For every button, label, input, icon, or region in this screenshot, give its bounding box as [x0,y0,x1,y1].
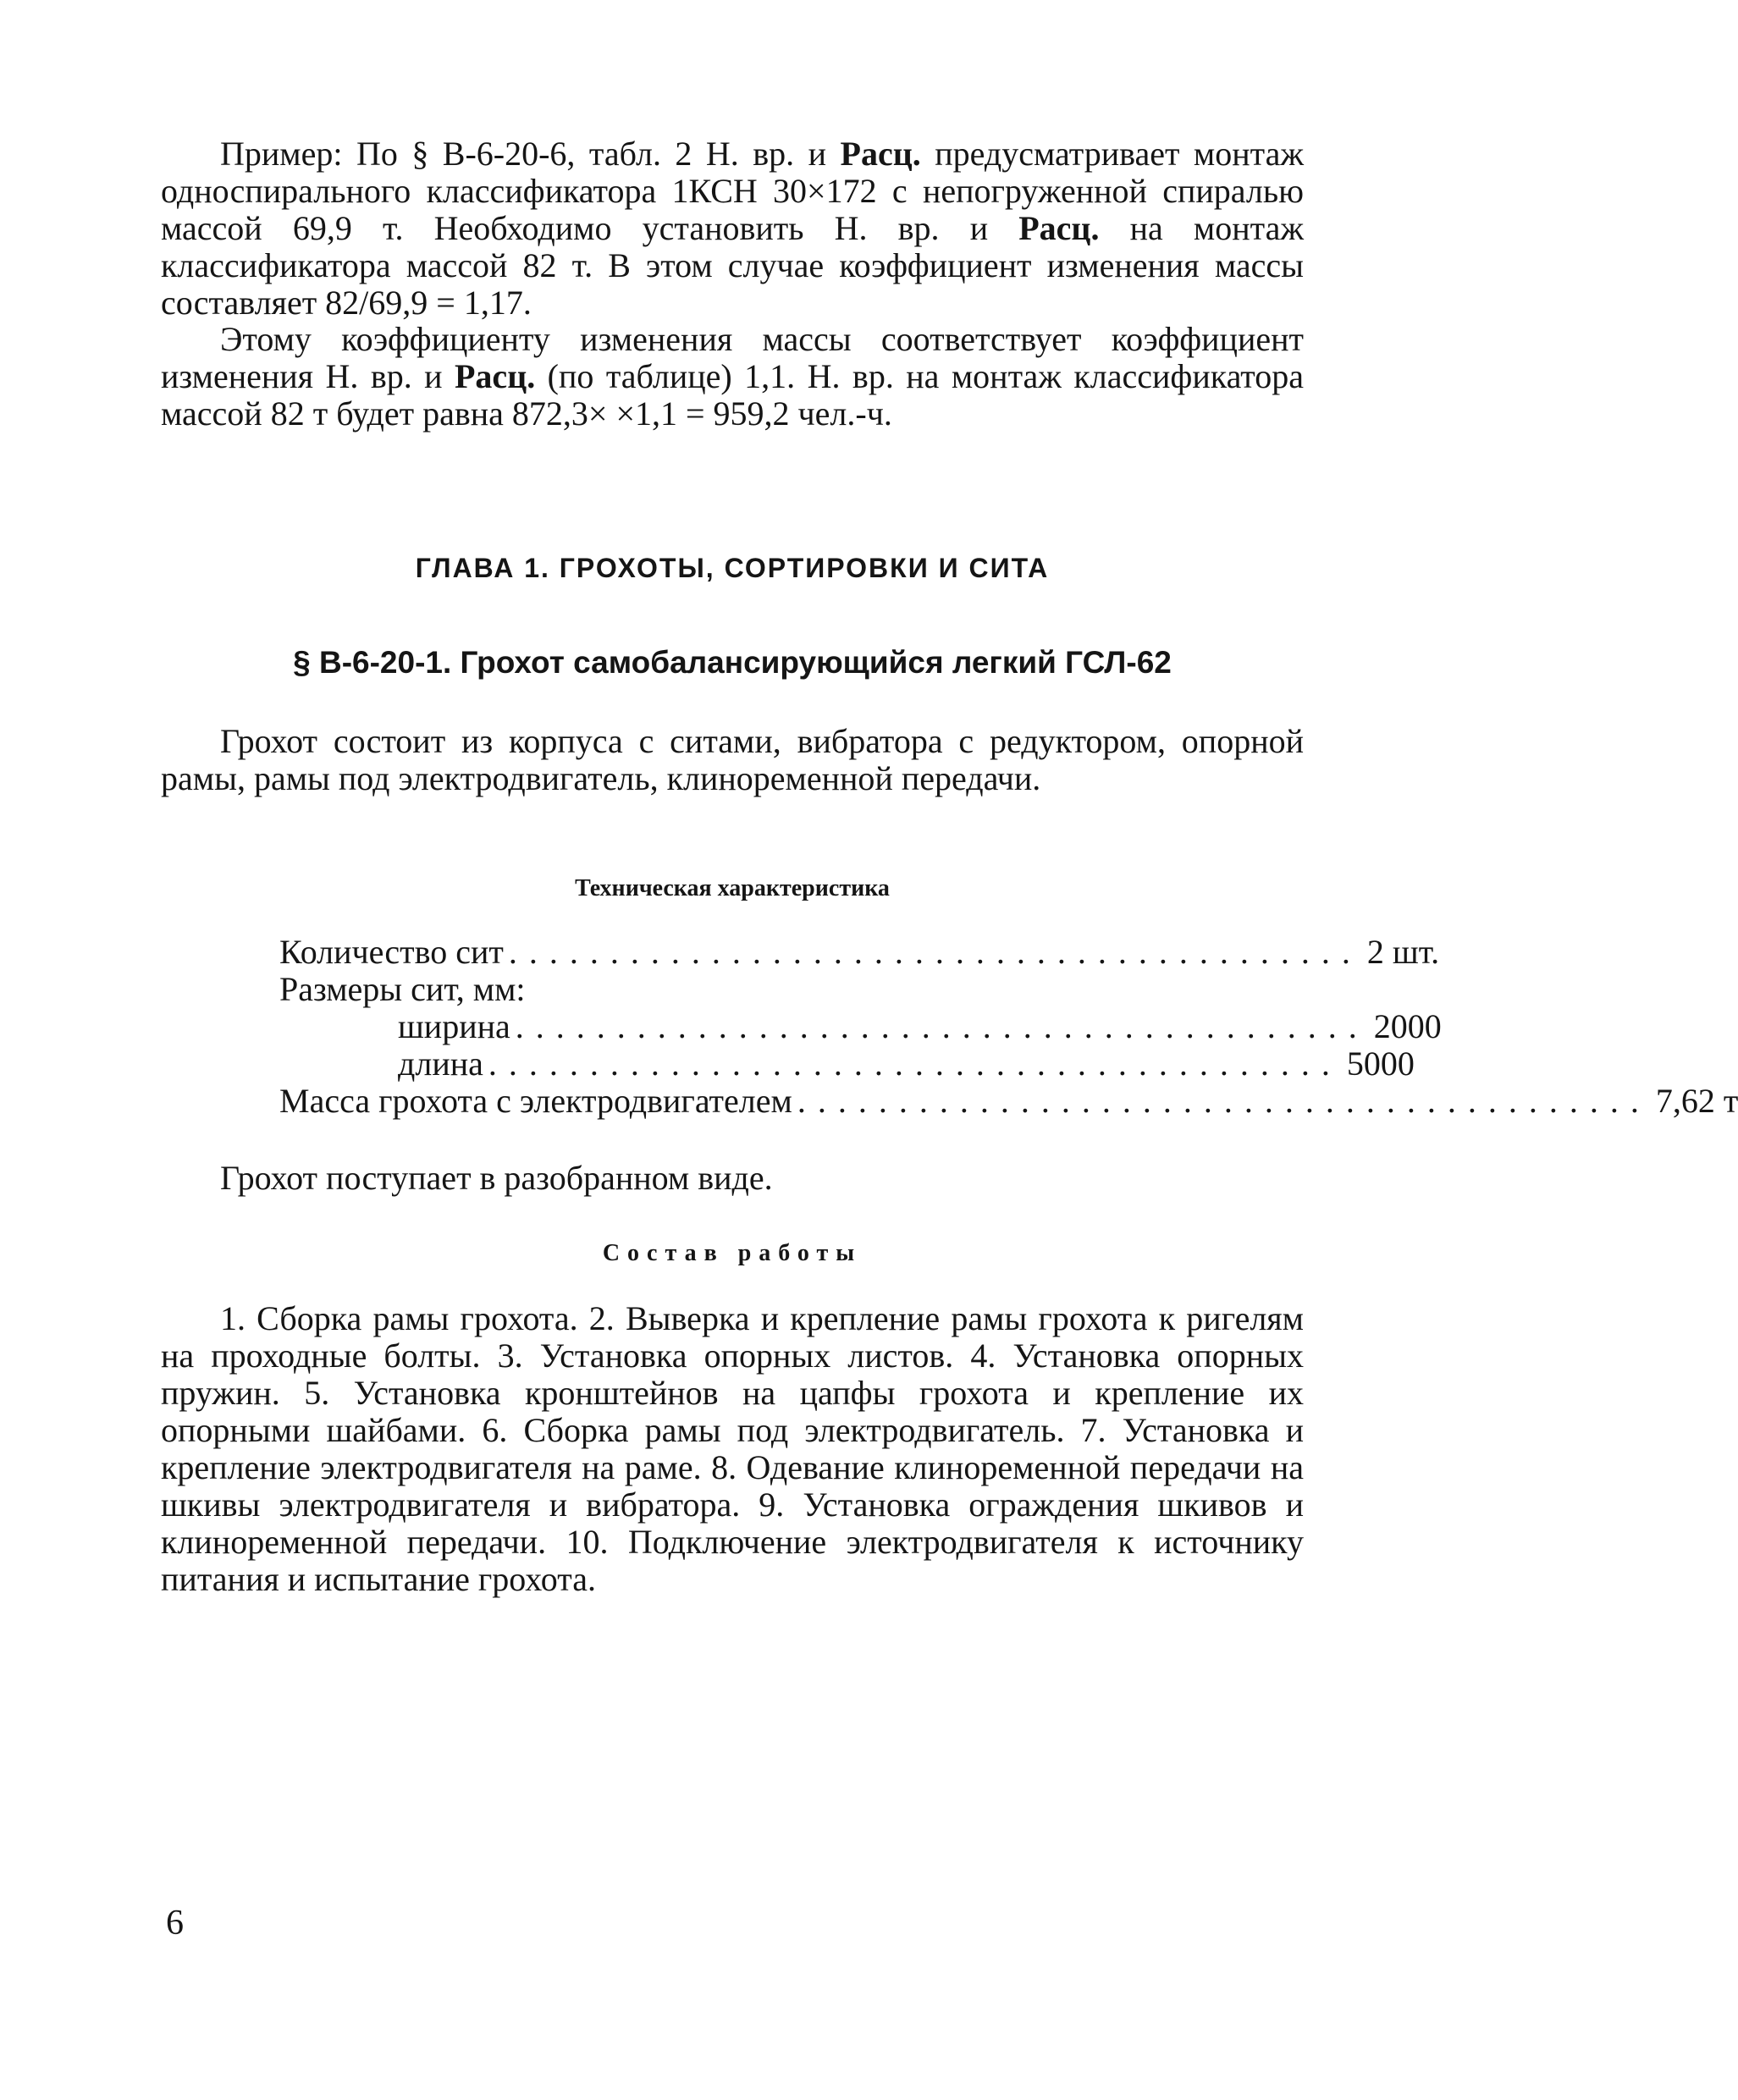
spec-value: 2000 [1373,1007,1442,1045]
intro-paragraph-coefficient [161,321,1304,433]
spec-label: Масса грохота с электродвигателем [279,1082,792,1120]
spec-row-width [279,1007,1442,1045]
section-title: § В-6-20-1. Грохот самобалансирующийся легкий ГСЛ-62 [293,645,1172,680]
tech-spec-table [279,933,1738,1120]
intro-p1-bold-rasc-1: Расц. [840,135,921,173]
spec-row-sizes-heading [279,971,1177,1008]
intro-p2-text-2: (по таблице) 1,1. Н. вр. на монтаж классификатора массой 82 т будет равна 872,3× ×1,1 = 959,2 чел.-ч. [161,357,1304,433]
spec-row-length [279,1044,1415,1083]
tech-spec-heading: Техническая характеристика [575,875,890,901]
leader-dots: .......................................... [515,1007,1369,1045]
page-number: 6 [166,1904,184,1943]
spec-value: 7,62 т [1655,1082,1738,1120]
spec-row-mass [279,1082,1738,1120]
equipment-description: Грохот состоит из корпуса с ситами, вибратора с редуктором, опорной рамы, рамы под электродвигатель, клиноременной передачи. [161,722,1304,797]
intro-p1-text-3: на монтаж классификатора массой 82 т. В этом случае коэффициент изменения массы составляет 82/69,9 = 1,17. [161,209,1304,322]
spec-label: Количество сит [279,933,504,971]
intro-paragraph-example [161,135,1304,322]
spec-label: длина [398,1044,483,1083]
leader-dots: .......................................... [797,1082,1651,1120]
intro-p1-bold-rasc-2: Расц. [1018,209,1100,247]
intro-p2-bold-rasc: Расц. [455,357,536,395]
intro-p1-text-1: Пример: По § В-6-20-6, табл. 2 Н. вр. и [220,135,841,173]
spec-label: ширина [398,1007,510,1045]
spec-row-sieves-count [279,933,1440,971]
intro-p2-text-1: Этому коэффициенту изменения массы соответствует коэффициент изменения Н. вр. и [161,320,1304,395]
work-composition-list: 1. Сборка рамы грохота. 2. Выверка и крепление рамы грохота к ригелям на проходные болты. 3. Установка опорных листов. 4. Установка опорных пружин. 5. Установка кронштейнов на цапфы грохота и крепление их опорными шайбами. 6. Сборка рамы под электродвигатель. 7. Установка и крепление электродвигателя на раме. 8. Одевание клиноременной передачи на шкивы электродвигателя и вибратора. 9. Установка ограждения шкивов и клиноременной передачи. 10. Подключение электродвигателя к источнику питания и испытание грохота. [161,1299,1304,1598]
spec-label: Размеры сит, мм: [279,970,526,1008]
delivery-note: Грохот поступает в разобранном виде. [220,1159,773,1197]
intro-p1-text-2: предусматривает монтаж односпирального классификатора 1КСН 30×172 с непогруженной спиралью массой 69,9 т. Необходимо установить Н. вр. и [161,135,1305,247]
spec-value: 2 шт. [1366,933,1440,971]
work-composition-heading: Состав работы [602,1240,863,1266]
leader-dots: .......................................... [508,933,1362,971]
spec-value: 5000 [1346,1044,1415,1083]
chapter-title: ГЛАВА 1. ГРОХОТЫ, СОРТИРОВКИ И СИТА [415,553,1050,583]
leader-dots: .......................................... [488,1044,1342,1083]
